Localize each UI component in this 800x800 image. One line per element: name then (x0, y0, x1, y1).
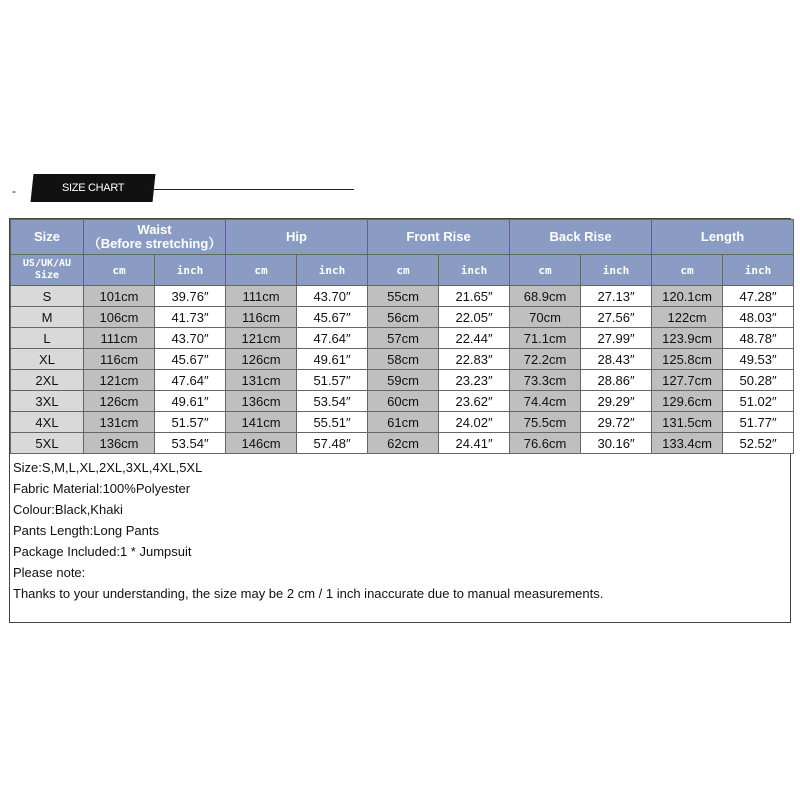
cell-size: XL (11, 349, 84, 370)
info-package: Package Included:1 * Jumpsuit (13, 544, 192, 559)
info-sizes: Size:S,M,L,XL,2XL,3XL,4XL,5XL (13, 460, 203, 475)
unit-cm: cm (652, 255, 723, 286)
cell-waist-cm: 106cm (84, 307, 155, 328)
cell-length-cm: 125.8cm (652, 349, 723, 370)
header-region-size-label: Size (34, 270, 60, 281)
cell-waist-inch: 49.61″ (155, 391, 226, 412)
cell-back-rise-cm: 68.9cm (510, 286, 581, 307)
cell-back-rise-inch: 27.13″ (581, 286, 652, 307)
info-note-heading: Please note: (13, 565, 86, 580)
cell-length-inch: 51.77″ (723, 412, 794, 433)
cell-hip-inch: 57.48″ (297, 433, 368, 454)
cell-front-rise-inch: 22.83″ (439, 349, 510, 370)
cell-front-rise-inch: 23.23″ (439, 370, 510, 391)
cell-front-rise-cm: 59cm (368, 370, 439, 391)
cell-waist-cm: 111cm (84, 328, 155, 349)
unit-cm: cm (226, 255, 297, 286)
table-row (11, 391, 794, 412)
header-length: Length (652, 220, 794, 255)
size-chart-badge (31, 174, 156, 202)
cell-length-inch: 50.28″ (723, 370, 794, 391)
cell-size: M (11, 307, 84, 328)
banner-rule (150, 189, 354, 190)
header-us-uk-au-size (11, 255, 84, 286)
cell-waist-cm: 116cm (84, 349, 155, 370)
cell-front-rise-cm: 57cm (368, 328, 439, 349)
cell-back-rise-cm: 76.6cm (510, 433, 581, 454)
cell-hip-cm: 136cm (226, 391, 297, 412)
cell-hip-cm: 146cm (226, 433, 297, 454)
cell-hip-inch: 53.54″ (297, 391, 368, 412)
cell-back-rise-inch: 28.86″ (581, 370, 652, 391)
cell-waist-cm: 101cm (84, 286, 155, 307)
cell-back-rise-cm: 71.1cm (510, 328, 581, 349)
cell-length-inch: 49.53″ (723, 349, 794, 370)
cell-hip-inch: 55.51″ (297, 412, 368, 433)
cell-front-rise-inch: 22.05″ (439, 307, 510, 328)
cell-length-cm: 129.6cm (652, 391, 723, 412)
cell-hip-cm: 111cm (226, 286, 297, 307)
header-waist-note: （Before stretching） (87, 236, 222, 251)
cell-size: 3XL (11, 391, 84, 412)
header-row-units (11, 255, 794, 286)
size-chart-banner (10, 172, 360, 204)
unit-inch: inch (581, 255, 652, 286)
cell-waist-cm: 136cm (84, 433, 155, 454)
banner-dash: - (12, 184, 16, 198)
cell-back-rise-cm: 70cm (510, 307, 581, 328)
header-region-label: US/UK/AU (22, 258, 72, 269)
cell-waist-inch: 39.76″ (155, 286, 226, 307)
unit-cm: cm (84, 255, 155, 286)
info-pants-length: Pants Length:Long Pants (13, 523, 160, 538)
header-waist (84, 220, 226, 255)
cell-front-rise-cm: 60cm (368, 391, 439, 412)
cell-length-inch: 48.78″ (723, 328, 794, 349)
header-waist-label: Waist (137, 222, 172, 237)
cell-front-rise-inch: 23.62″ (439, 391, 510, 412)
cell-front-rise-cm: 58cm (368, 349, 439, 370)
cell-back-rise-inch: 27.56″ (581, 307, 652, 328)
cell-waist-inch: 43.70″ (155, 328, 226, 349)
size-chart-title: SIZE CHART (61, 182, 125, 194)
cell-back-rise-cm: 74.4cm (510, 391, 581, 412)
cell-waist-cm: 121cm (84, 370, 155, 391)
cell-back-rise-inch: 27.99″ (581, 328, 652, 349)
info-note-text: Thanks to your understanding, the size may be 2 cm / 1 inch inaccurate due to manual measurements. (13, 586, 604, 601)
table-row (11, 433, 794, 454)
cell-hip-cm: 126cm (226, 349, 297, 370)
cell-waist-inch: 45.67″ (155, 349, 226, 370)
info-colour: Colour:Black,Khaki (13, 502, 123, 517)
header-row-main (11, 220, 794, 255)
cell-back-rise-inch: 30.16″ (581, 433, 652, 454)
size-chart-table-panel (9, 218, 791, 623)
cell-hip-cm: 131cm (226, 370, 297, 391)
cell-waist-cm: 126cm (84, 391, 155, 412)
cell-hip-cm: 121cm (226, 328, 297, 349)
cell-length-inch: 48.03″ (723, 307, 794, 328)
cell-front-rise-cm: 61cm (368, 412, 439, 433)
unit-inch: inch (439, 255, 510, 286)
cell-length-cm: 123.9cm (652, 328, 723, 349)
cell-hip-inch: 47.64″ (297, 328, 368, 349)
cell-length-cm: 127.7cm (652, 370, 723, 391)
cell-length-inch: 51.02″ (723, 391, 794, 412)
cell-back-rise-inch: 29.72″ (581, 412, 652, 433)
cell-length-cm: 133.4cm (652, 433, 723, 454)
cell-length-cm: 131.5cm (652, 412, 723, 433)
cell-back-rise-cm: 73.3cm (510, 370, 581, 391)
cell-size: L (11, 328, 84, 349)
cell-waist-inch: 47.64″ (155, 370, 226, 391)
cell-hip-inch: 43.70″ (297, 286, 368, 307)
cell-waist-inch: 53.54″ (155, 433, 226, 454)
cell-size: 5XL (11, 433, 84, 454)
cell-back-rise-cm: 72.2cm (510, 349, 581, 370)
table-row (11, 307, 794, 328)
cell-length-inch: 47.28″ (723, 286, 794, 307)
cell-length-cm: 120.1cm (652, 286, 723, 307)
unit-inch: inch (155, 255, 226, 286)
header-front-rise: Front Rise (368, 220, 510, 255)
cell-front-rise-inch: 21.65″ (439, 286, 510, 307)
table-row (11, 328, 794, 349)
cell-back-rise-inch: 29.29″ (581, 391, 652, 412)
table-row (11, 370, 794, 391)
unit-inch: inch (297, 255, 368, 286)
header-back-rise: Back Rise (510, 220, 652, 255)
cell-length-inch: 52.52″ (723, 433, 794, 454)
unit-cm: cm (510, 255, 581, 286)
cell-waist-inch: 41.73″ (155, 307, 226, 328)
header-hip: Hip (226, 220, 368, 255)
cell-hip-inch: 45.67″ (297, 307, 368, 328)
cell-size: 4XL (11, 412, 84, 433)
table-row (11, 412, 794, 433)
product-info (13, 457, 783, 604)
info-fabric: Fabric Material:100%Polyester (13, 481, 191, 496)
cell-waist-inch: 51.57″ (155, 412, 226, 433)
cell-front-rise-inch: 22.44″ (439, 328, 510, 349)
table-row (11, 286, 794, 307)
cell-hip-cm: 116cm (226, 307, 297, 328)
cell-hip-inch: 49.61″ (297, 349, 368, 370)
cell-front-rise-inch: 24.41″ (439, 433, 510, 454)
header-size: Size (11, 220, 84, 255)
unit-cm: cm (368, 255, 439, 286)
cell-front-rise-cm: 55cm (368, 286, 439, 307)
cell-back-rise-cm: 75.5cm (510, 412, 581, 433)
cell-length-cm: 122cm (652, 307, 723, 328)
cell-back-rise-inch: 28.43″ (581, 349, 652, 370)
table-row (11, 349, 794, 370)
size-table (10, 219, 794, 454)
unit-inch: inch (723, 255, 794, 286)
cell-size: 2XL (11, 370, 84, 391)
cell-hip-inch: 51.57″ (297, 370, 368, 391)
cell-waist-cm: 131cm (84, 412, 155, 433)
cell-front-rise-inch: 24.02″ (439, 412, 510, 433)
cell-front-rise-cm: 62cm (368, 433, 439, 454)
cell-front-rise-cm: 56cm (368, 307, 439, 328)
cell-hip-cm: 141cm (226, 412, 297, 433)
cell-size: S (11, 286, 84, 307)
